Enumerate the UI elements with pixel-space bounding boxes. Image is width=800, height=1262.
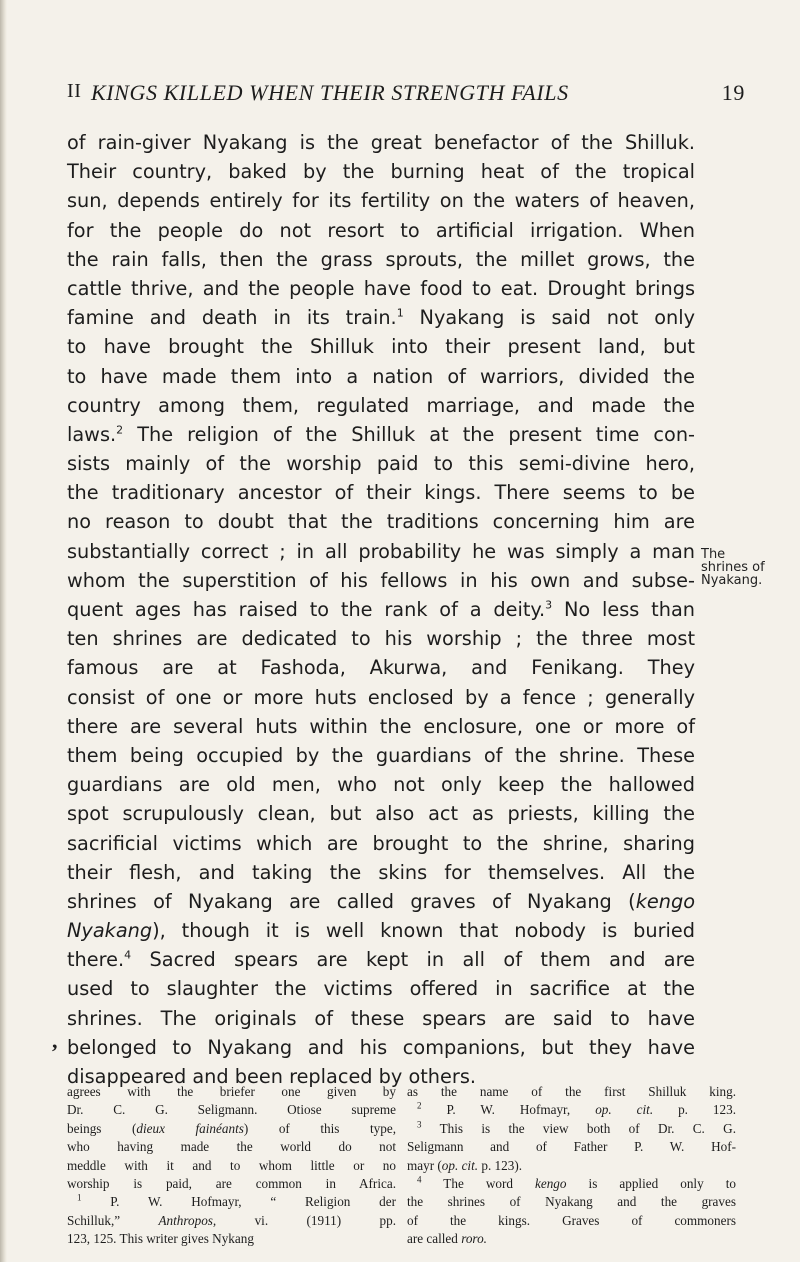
italic-term: Nyakang (67, 919, 153, 943)
text-line: consist of one or more huts enclosed by a fence ; generally (67, 685, 695, 709)
footnote-line: 123, 125. This writer gives Nykang (67, 1231, 254, 1247)
text-line: to have brought the Shilluk into their present land, but (67, 335, 695, 359)
text-line: sun, depends entirely for its fertility on the waters of heaven, (67, 189, 695, 213)
text-line: to have made them into a nation of warriors, divided the (67, 364, 695, 388)
text-line: famous are at Fashoda, Akurwa, and Fenikang. They (67, 656, 695, 680)
text-line: whom the superstition of his fellows in his own and subse- (67, 568, 695, 592)
text-line: Their country, baked by the burning heat of the tropical (67, 160, 695, 184)
text-line: shrines of Nyakang are called graves of Nyakang (kengo (67, 889, 695, 913)
footnotes (67, 1083, 745, 1247)
chapter-number: II (67, 80, 82, 102)
text-line: belonged to Nyakang and his companions, but they have (67, 1035, 695, 1059)
text-line: them being occupied by the guardians of the shrine. These (67, 743, 695, 767)
footnote-line: of the kings. Graves of commoners (407, 1212, 736, 1228)
footnote-2: $^2$ P. W. Hofmayr, op. cit. p. 123. (417, 1101, 737, 1118)
text-line: spot scrupulously clean, but also act as priests, killing the (67, 802, 695, 826)
footnote-line: Dr. C. G. Seligmann. Otiose supreme (67, 1102, 396, 1118)
text-line: Nyakang), though it is well known that nobody is buried (67, 919, 695, 943)
footnote-ref-2[interactable]: 2 (116, 423, 124, 437)
text-line: cattle thrive, and the people have food to eat. Drought brings (67, 276, 695, 300)
text-line: the traditionary ancestor of their kings. There seems to be (67, 481, 695, 505)
text-line: sacrificial victims which are brought to the shrine, sharing (67, 831, 695, 855)
footnote-ref-3[interactable]: 3 (545, 598, 553, 612)
text-line: famine and death in its train.$^1$ Nyakang is said not only (67, 306, 695, 330)
text-line: there.$^4$ Sacred spears are kept in all of them and are (67, 948, 695, 972)
footnote-line: beings (dieux fainéants) of this type, (67, 1120, 396, 1136)
text-line: shrines. The originals of these spears are said to have (67, 1006, 695, 1030)
running-header (67, 80, 745, 110)
left-margin-mark: , (52, 1028, 58, 1053)
footnote-line: are called roro. (407, 1231, 487, 1247)
text-line: there are several huts within the enclosure, one or more of (67, 714, 695, 738)
footnote-line: Schilluk,” Anthropos, vi. (1911) pp. (67, 1212, 396, 1228)
footnote-line: who having made the world do not (67, 1139, 396, 1155)
text-line: of rain-giver Nyakang is the great benefactor of the Shilluk. (67, 131, 695, 154)
text-line: substantially correct ; in all probability he was simply a man (67, 539, 695, 563)
footnote-line: the shrines of Nyakang and the graves (407, 1194, 736, 1210)
text-line: for the people do not resort to artificial irrigation. When (67, 218, 695, 242)
text-line: the rain falls, then the grass sprouts, the millet grows, the (67, 247, 695, 271)
text-line: their flesh, and taking the skins for themselves. All the (67, 860, 695, 884)
page-number: 19 (721, 80, 745, 105)
italic-term: kengo (635, 889, 695, 913)
footnote-line: worship is paid, are common in Africa. (67, 1175, 396, 1191)
footnote-line: as the name of the first Shilluk king. (407, 1084, 736, 1099)
text-line: disappeared and been replaced by others. (67, 1065, 476, 1088)
text-line: ten shrines are dedicated to his worship ; the three most (67, 627, 695, 651)
text-line: sists mainly of the worship paid to this semi-divine hero, (67, 452, 695, 476)
text-line: quent ages has raised to the rank of a deity.$^3$ No less than (67, 598, 695, 621)
footnotes-right-column (407, 1083, 736, 1249)
footnote-ref-4[interactable]: 4 (124, 948, 132, 962)
footnote-1: $^1$ P. W. Hofmayr, “ Religion der (77, 1192, 396, 1210)
page-edge-shadow (0, 0, 7, 1262)
text-line: used to slaughter the victims offered in sacrifice at the (67, 977, 695, 1001)
footnotes-left-column (67, 1083, 396, 1249)
main-text (67, 128, 695, 1091)
text-line: no reason to doubt that the traditions concerning him are (67, 510, 695, 534)
footnote-3: $^3$ This is the view both of Dr. C. G. (417, 1119, 736, 1136)
text-line: laws.$^2$ The religion of the Shilluk at the present time con- (67, 422, 695, 446)
footnote-line: meddle with it and to whom little or no (67, 1157, 396, 1173)
footnote-line: Seligmann and of Father P. W. Hof- (407, 1139, 736, 1155)
margin-note: The shrines of Nyakang. (701, 547, 765, 588)
footnote-4: $^4$ The word kengo is applied only to (417, 1174, 736, 1191)
footnote-ref-1[interactable]: 1 (396, 306, 404, 320)
footnote-line: mayr (op. cit. p. 123). (407, 1157, 523, 1173)
text-line: guardians are old men, who not only keep the hallowed (67, 773, 695, 797)
footnote-line: agrees with the briefer one given by (67, 1084, 396, 1099)
text-line: country among them, regulated marriage, and made the (67, 393, 695, 417)
running-title: KINGS KILLED WHEN THEIR STRENGTH FAILS (91, 80, 569, 105)
